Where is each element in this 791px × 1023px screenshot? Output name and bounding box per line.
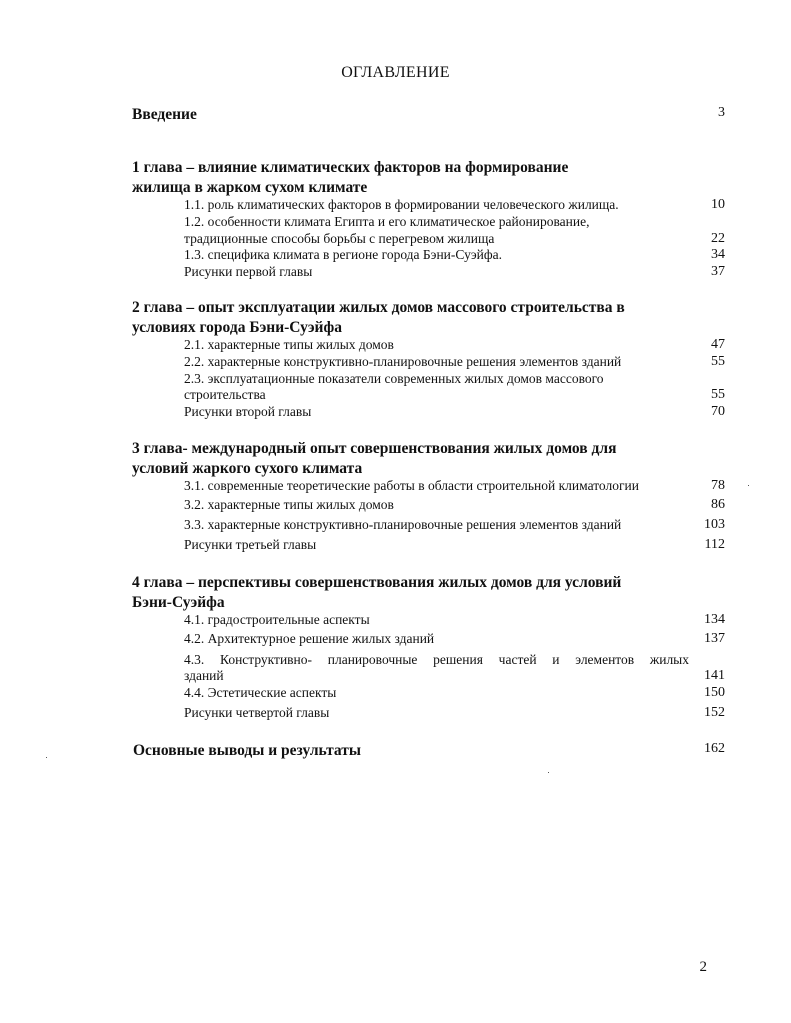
scan-speck <box>46 757 47 758</box>
chapter-4-title-line-2: Бэни-Суэйфа <box>132 594 225 611</box>
conclusion-heading: Основные выводы и результаты <box>133 742 361 759</box>
toc-item-2-3-line-1: 2.3. эксплуатационные показатели современных жилых домов массового <box>184 371 604 386</box>
chapter-3-title-line-2: условий жаркого сухого климата <box>132 460 363 477</box>
chapter-4-title-line-1: 4 глава – перспективы совершенствования жилых домов для условий <box>132 574 622 591</box>
toc-item-4-3-page: 141 <box>704 668 725 683</box>
toc-item-1-figures-page: 37 <box>711 264 725 279</box>
toc-item-4-2: 4.2. Архитектурное решение жилых зданий <box>184 631 435 646</box>
toc-item-3-figures-page: 112 <box>704 537 725 552</box>
chapter-1-title-line-2: жилища в жарком сухом климате <box>132 179 368 196</box>
conclusion-page: 162 <box>704 741 725 756</box>
scan-speck <box>748 485 749 486</box>
scan-speck <box>548 772 549 773</box>
toc-item-1-2-line-2: традиционные способы борьбы с перегревом жилища <box>184 231 495 246</box>
toc-item-2-1-page: 47 <box>711 337 725 352</box>
toc-item-2-2-page: 55 <box>711 354 725 369</box>
chapter-2-title-line-2: условиях города Бэни-Суэйфа <box>132 319 342 336</box>
toc-item-3-3-page: 103 <box>704 517 725 532</box>
toc-item-4-1: 4.1. градостроительные аспекты <box>184 612 370 627</box>
toc-item-3-2-page: 86 <box>711 497 725 512</box>
toc-item-4-3-line-1: 4.3. Конструктивно- планировочные решения частей и элементов жилых <box>184 652 689 667</box>
toc-item-4-1-page: 134 <box>704 612 725 627</box>
toc-item-2-1: 2.1. характерные типы жилых домов <box>184 337 394 352</box>
toc-item-2-figures-page: 70 <box>711 404 725 419</box>
toc-item-2-3-line-2: строительства <box>184 387 266 402</box>
toc-item-4-4: 4.4. Эстетические аспекты <box>184 685 337 700</box>
toc-item-2-2: 2.2. характерные конструктивно-планировочные решения элементов зданий <box>184 354 622 369</box>
toc-item-4-figures: Рисунки четвертой главы <box>184 705 330 720</box>
toc-item-1-1-page: 10 <box>711 197 725 212</box>
toc-item-3-1-page: 78 <box>711 478 725 493</box>
toc-item-4-3-line-2: зданий <box>184 668 224 683</box>
page-title: ОГЛАВЛЕНИЕ <box>341 64 450 81</box>
toc-item-1-2-page: 22 <box>711 231 725 246</box>
toc-item-3-figures: Рисунки третьей главы <box>184 537 317 552</box>
toc-item-1-3: 1.3. специфика климата в регионе города Бэни-Суэйфа. <box>184 247 502 262</box>
toc-item-1-figures: Рисунки первой главы <box>184 264 313 279</box>
intro-page: 3 <box>718 105 725 120</box>
toc-item-3-1: 3.1. современные теоретические работы в области строительной климатологии <box>184 478 639 493</box>
toc-item-1-1: 1.1. роль климатических факторов в формировании человеческого жилища. <box>184 197 619 212</box>
chapter-1-title-line-1: 1 глава – влияние климатических факторов на формирование <box>132 159 569 176</box>
toc-item-4-figures-page: 152 <box>704 705 725 720</box>
toc-item-3-2: 3.2. характерные типы жилых домов <box>184 497 394 512</box>
toc-item-1-2-line-1: 1.2. особенности климата Египта и его климатическое районирование, <box>184 214 590 229</box>
toc-item-2-3-page: 55 <box>711 387 725 402</box>
toc-item-2-figures: Рисунки второй главы <box>184 404 312 419</box>
intro-heading: Введение <box>132 106 197 123</box>
toc-item-3-3: 3.3. характерные конструктивно-планировочные решения элементов зданий <box>184 517 622 532</box>
chapter-2-title-line-1: 2 глава – опыт эксплуатации жилых домов массового строительства в <box>132 299 625 316</box>
chapter-3-title-line-1: 3 глава- международный опыт совершенствования жилых домов для <box>132 440 617 457</box>
toc-item-4-2-page: 137 <box>704 631 725 646</box>
page-number: 2 <box>699 959 707 975</box>
toc-item-1-3-page: 34 <box>711 247 725 262</box>
toc-item-4-4-page: 150 <box>704 685 725 700</box>
